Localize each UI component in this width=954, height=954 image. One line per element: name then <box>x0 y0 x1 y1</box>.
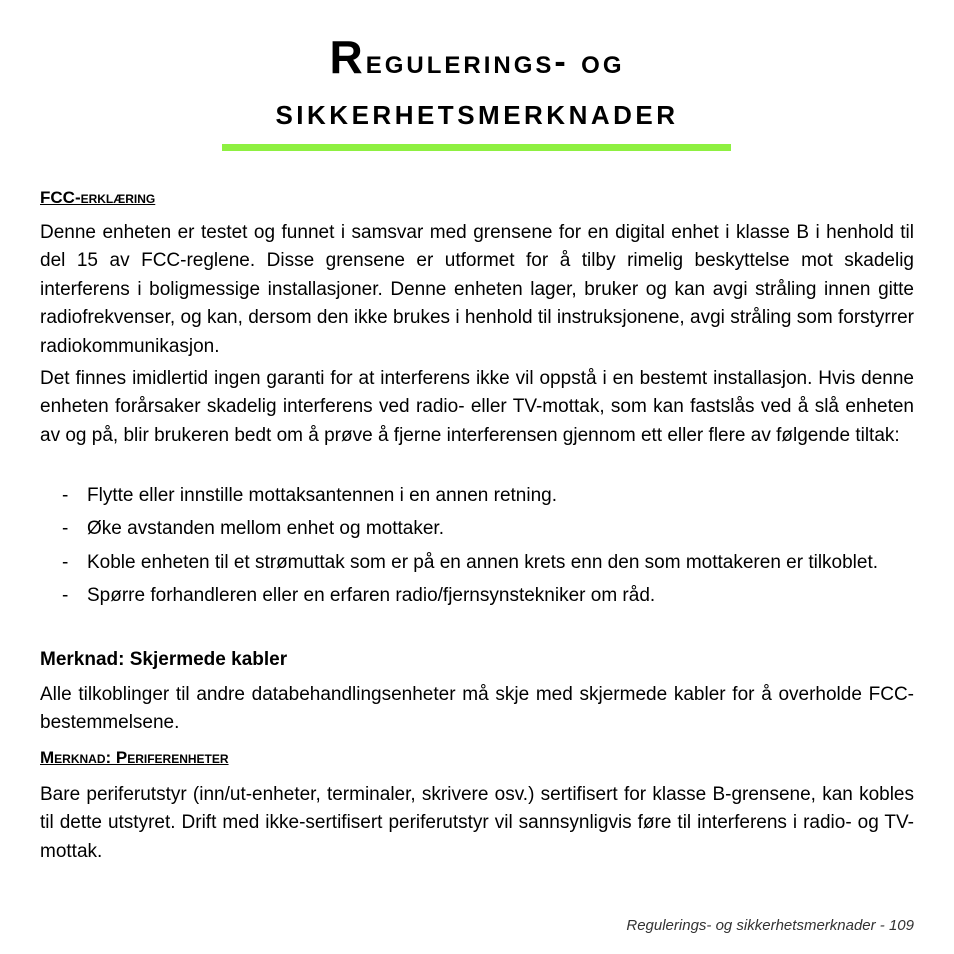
title-line-1 <box>40 32 914 87</box>
title-line-2: sikkerhetsmerknader <box>275 91 679 132</box>
list-item <box>40 482 914 510</box>
list-item <box>40 549 914 577</box>
list-item <box>40 515 914 543</box>
fcc-paragraph-2: Det finnes imidlertid ingen garanti for at interferens ikke vil oppstå i en bestemt installasjon. Hvis denne enheten forårsaker skadelig interferens ved radio- eller TV-mottak, som kan fastslås ved å slå enheten av og på, blir brukeren bedt om å prøve å fjerne interferensen gjennom ett eller flere av følgende tiltak: <box>40 368 914 446</box>
page-footer: Regulerings- og sikkerhetsmerknader - 109 <box>626 917 914 934</box>
bullet-dash: - <box>62 585 69 607</box>
shielded-cables-note-text: Alle tilkoblinger til andre databehandlingsenheter må skje med skjermede kabler for å overholde FCC-bestemmelsene. <box>40 684 914 734</box>
title-initial: R <box>329 31 366 83</box>
shielded-cables-note-heading: Merknad: Skjermede kabler <box>40 649 288 670</box>
title-line-1-rest: egulerings- og <box>365 43 625 81</box>
list-item-text: Øke avstanden mellom enhet og mottaker. <box>87 518 444 540</box>
list-item-text: Spørre forhandleren eller en erfaren radio/fjernsynstekniker om råd. <box>87 585 656 607</box>
list-item-text: Flytte eller innstille mottaksantennen i en annen retning. <box>87 485 557 506</box>
bullet-dash: - <box>62 518 69 540</box>
bullet-dash: - <box>62 485 69 506</box>
fcc-heading: FCC-erklæring <box>40 188 156 207</box>
list-item <box>40 582 914 610</box>
peripheral-text: Bare periferutstyr (inn/ut-enheter, terminaler, skrivere osv.) sertifisert for klasse B-grensene, kan kobles til dette utstyret. Drift med ikke-sertifisert periferutstyr vil sannsynligvis føre til interferens i radio- og TV-mottak. <box>40 784 914 862</box>
bullet-dash: - <box>62 551 69 573</box>
page <box>40 0 914 862</box>
fcc-measures-list <box>40 482 914 616</box>
fcc-paragraph-1: Denne enheten er testet og funnet i samsvar med grensene for en digital enhet i klasse B i henhold til del 15 av FCC-reglene. Disse grensene er utformet for å tilby rimelig beskyttelse mot skadelig interferens i boligmessige installasjoner. Denne enheten lager, bruker og kan avgi stråling innen gitte radiofrekvenser, og kan, dersom den ikke brukes i henhold til instruksjonene, avgi stråling som forstyrrer radiokommunikasjon. <box>40 222 914 357</box>
list-item-text: Koble enheten til et strømuttak som er på en annen krets enn den som mottakeren er tilkoblet. <box>87 551 879 573</box>
page-title <box>40 32 914 137</box>
title-underline-rule <box>222 144 731 151</box>
peripheral-heading: Merknad: Periferenheter <box>40 748 229 767</box>
